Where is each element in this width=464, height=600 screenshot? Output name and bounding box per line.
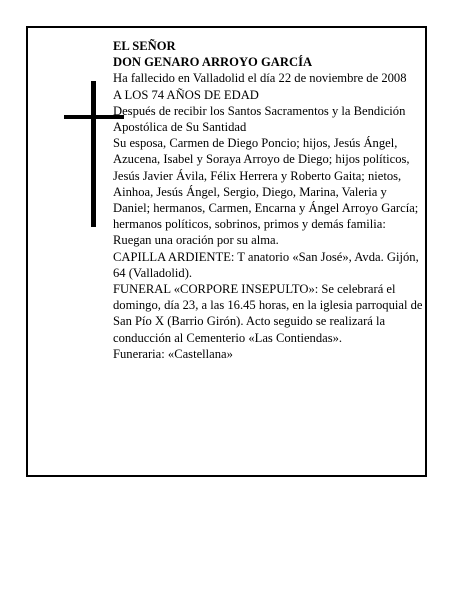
- death-statement: Ha fallecido en Valladolid el día 22 de noviembre de 2008: [113, 71, 407, 86]
- deceased-title: EL SEÑOR: [113, 39, 176, 53]
- deceased-name: DON GENARO ARROYO GARCÍA: [113, 55, 313, 70]
- obituary-text: [113, 38, 425, 362]
- chapel-info: CAPILLA ARDIENTE: T anatorio «San José», Avda. Gijón, 64 (Valladolid).: [113, 249, 419, 280]
- family-list: Su esposa, Carmen de Diego Poncio; hijos, Jesús Ángel, Azucena, Isabel y Soraya Arroyo de Diego; hijos políticos, Jesús Javier Ávila, Félix Herrera y Roberto Gaita; nietos, Ainhoa, Jesús Ángel, Sergio, Diego, Marina, Valeria y Daniel; hermanos, Carmen, Encarna y Ángel Arroyo García; hermanos políticos, sobrinos, primos y demás familia:: [113, 136, 419, 232]
- funeral-info: FUNERAL «CORPORE INSEPULTO»: Se celebrará el domingo, día 23, a las 16.45 horas, en la iglesia parroquial de San Pío X (Barrio Girón). Acto seguido se realizará la conducción al Cementerio «Las Contiendas».: [113, 282, 423, 345]
- age-statement: A LOS 74 AÑOS DE EDAD: [113, 87, 259, 102]
- prayer-request: Ruegan una oración por su alma.: [113, 233, 279, 248]
- sacraments-statement: Después de recibir los Santos Sacramentos y la Bendición Apostólica de Su Santidad: [113, 103, 406, 135]
- funeral-home-info: Funeraria: «Castellana»: [113, 346, 233, 361]
